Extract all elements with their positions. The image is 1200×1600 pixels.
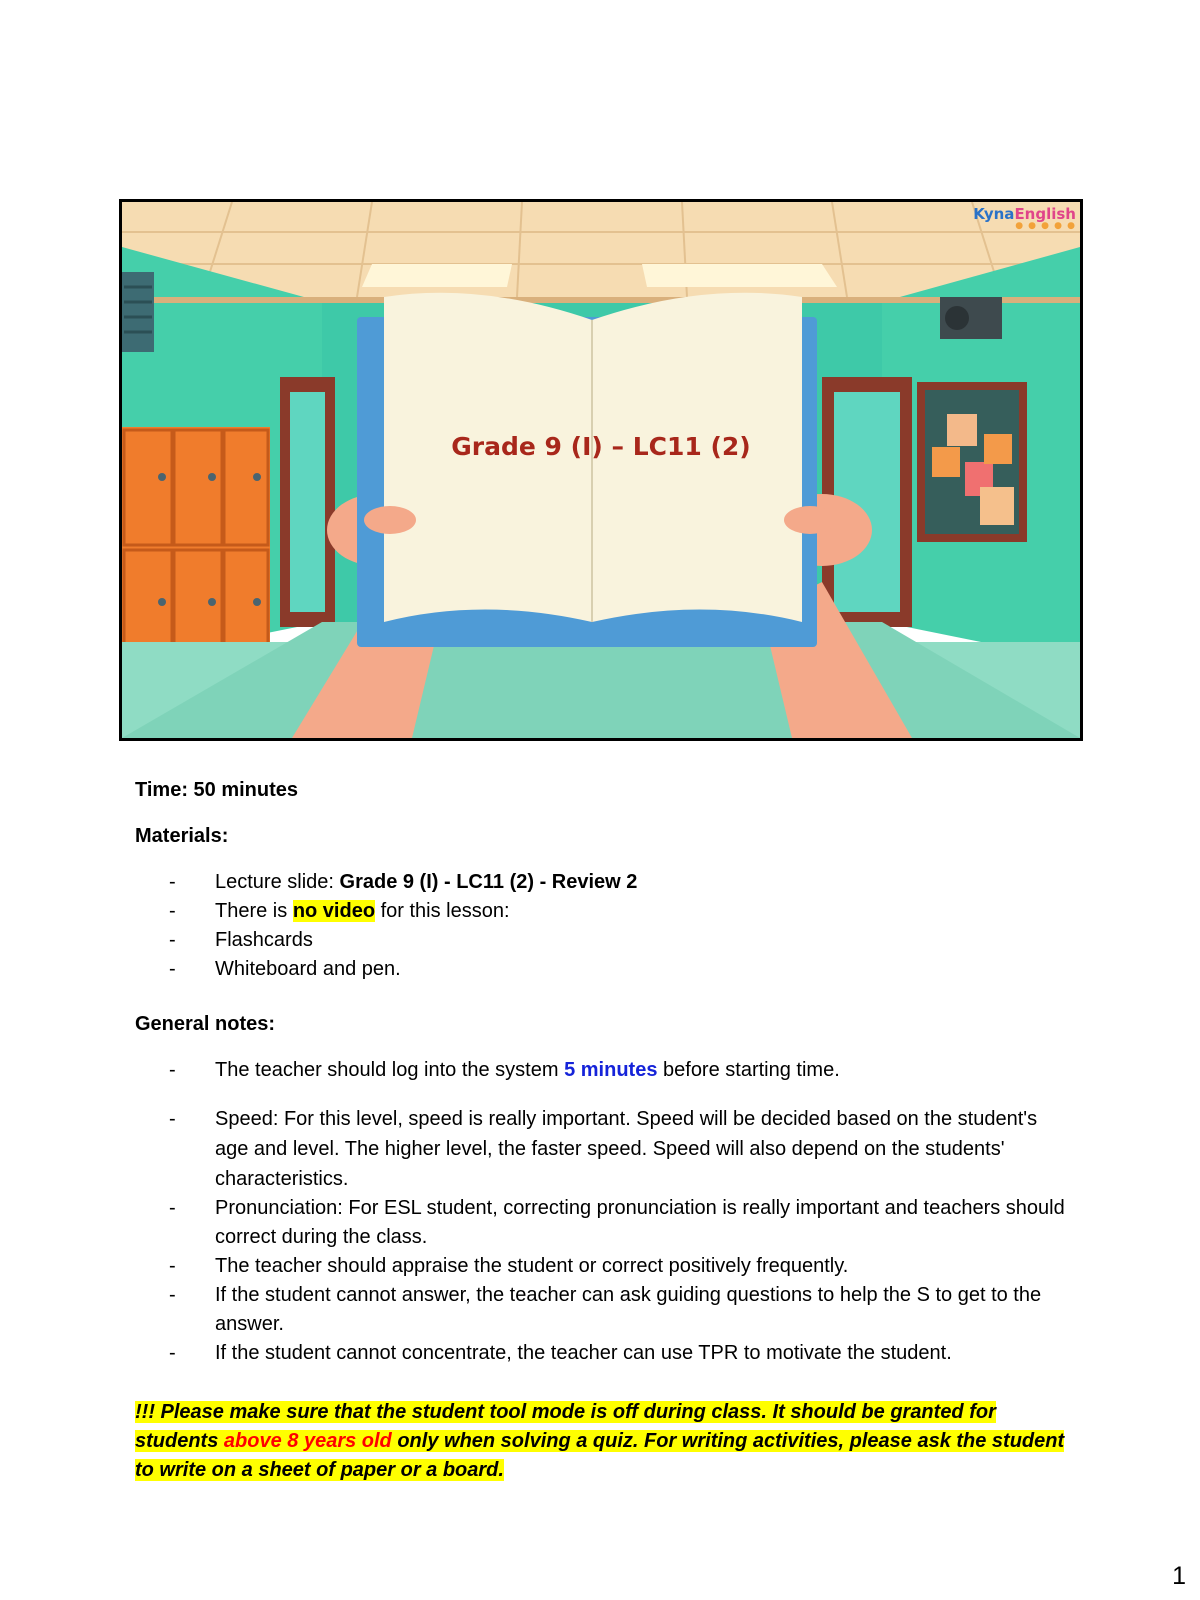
login-time: 5 minutes xyxy=(564,1059,658,1081)
materials-list xyxy=(135,868,1070,984)
login-note xyxy=(135,1056,1070,1085)
student-tool-warning: !!! Please make sure that the student tool mode is off during class. It should be granted for students above 8 years old only when solving a quiz. For writing activities, please ask the student to write on a sheet of paper or a board. xyxy=(135,1401,1065,1481)
list-item: - Speed: For this level, speed is really important. Speed will be decided based on the student's age and level. The higher level, the faster speed. Speed will also depend on the students' characteristics. xyxy=(135,1104,1070,1194)
list-item: - If the student cannot answer, the teacher can ask guiding questions to help the S to get to the answer. xyxy=(135,1281,1070,1339)
page-number: 1 xyxy=(1172,1562,1186,1590)
list-item: - If the student cannot concentrate, the teacher can use TPR to motivate the student. xyxy=(135,1339,1070,1368)
classroom-scene xyxy=(122,202,1080,738)
age-requirement: above 8 years old xyxy=(223,1430,392,1452)
general-notes-list xyxy=(135,1104,1070,1368)
no-video-highlight: no video xyxy=(292,900,376,922)
general-notes-heading: General notes: xyxy=(135,1013,276,1035)
materials-heading: Materials: xyxy=(135,825,229,847)
book-title: Grade 9 (I) – LC11 (2) xyxy=(451,432,751,461)
list-item: - There is no video for this lesson: xyxy=(135,897,1070,926)
list-item: - The teacher should log into the system 5 minutes before starting time. xyxy=(135,1056,1070,1085)
list-item: - Pronunciation: For ESL student, correcting pronunciation is really important and teachers should correct during the class. xyxy=(135,1194,1070,1252)
cover-illustration xyxy=(119,199,1083,741)
list-item: - The teacher should appraise the student or correct positively frequently. xyxy=(135,1252,1070,1281)
list-item: - Flashcards xyxy=(135,926,1070,955)
kyna-english-logo: KynaEnglish ● ● ● ● ● xyxy=(973,205,1076,231)
lesson-time: Time: 50 minutes xyxy=(135,779,299,801)
list-item: - Lecture slide: Grade 9 (I) - LC11 (2) - Review 2 xyxy=(135,868,1070,897)
lecture-slide-name: Grade 9 (I) - LC11 (2) - Review 2 xyxy=(339,871,638,893)
logo-dots: ● ● ● ● ● xyxy=(1015,221,1076,231)
list-item: - Whiteboard and pen. xyxy=(135,955,1070,984)
